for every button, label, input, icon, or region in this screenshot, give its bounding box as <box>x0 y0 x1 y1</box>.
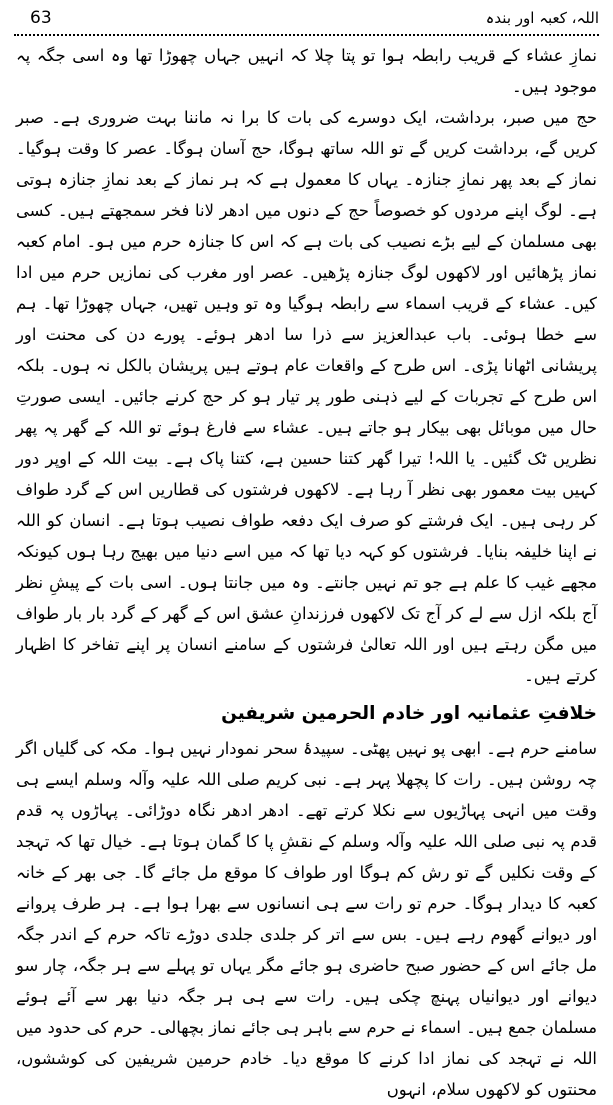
page-header <box>14 6 599 32</box>
body-text <box>16 40 597 1099</box>
page-number: 63 <box>30 8 52 28</box>
running-title: اللہ، کعبہ اور بندہ <box>485 9 599 27</box>
paragraph: حج میں صبر، برداشت، ایک دوسرے کی بات کا برا نہ ماننا بہت ضروری ہے۔ صبر کریں گے، برداشت کریں گے تو اللہ ساتھ ہوگا، حج آسان ہوگا۔ عصر کا وقت ہوگیا۔ نماز کے بعد پھر نمازِ جنازہ۔ یہاں کا معمول ہے کہ ہر نماز کے بعد نمازِ جنازہ ہوتی ہے۔ لوگ اپنے مردوں کو خصوصاً حج کے دنوں میں ادھر لانا فخر سمجھتے ہیں۔ کسی بھی مسلمان کے لیے بڑے نصیب کی بات ہے کہ اس کا جنازہ حرم میں ہو۔ امام کعبہ نماز پڑھائیں اور لاکھوں لوگ جنازہ پڑھیں۔ عصر اور مغرب کی نمازیں حرم میں ادا کیں۔ عشاء کے قریب اسماء سے رابطہ ہوگیا وہ تو وہیں تھیں، جہاں چھوڑا تھا۔ ہم سے خطا ہوئی۔ باب عبدالعزیز سے ذرا سا ادھر ہوئے۔ پورے دن کی محنت اور پریشانی اٹھانا پڑی۔ اس طرح کے واقعات عام ہوتے ہیں پریشان بالکل نہ ہوں۔ بلکہ اس طرح کے تجربات کے لیے ذہنی طور پر تیار ہو کر حج کرنے جائیں۔ ایسی صورتِ حال میں موبائل بھی بیکار ہو جاتے ہیں۔ عشاء سے فارغ ہوئے تو اللہ کے گھر پہ پھر نظریں ٹک گئیں۔ یا اللہ! تیرا گھر کتنا حسین ہے، کتنا پاک ہے۔ بیت اللہ کے اوپر دور کہیں بیت معمور بھی نظر آ رہا ہے۔ لاکھوں فرشتوں کی قطاریں اس کے گرد طواف کر رہی ہیں۔ ایک فرشتے کو صرف ایک دفعہ طواف نصیب ہوتا ہے۔ انسان کو اللہ نے اپنا خلیفہ بنایا۔ فرشتوں کو کہہ دیا تھا کہ میں اسے دنیا میں بھیج رہا ہوں کیونکہ مجھے غیب کا علم ہے جو تم نہیں جانتے۔ وہ میں جانتا ہوں۔ اسی بات کے پیشِ نظر آج بلکہ ازل سے لے کر آج تک لاکھوں فرزندانِ عشق اس کے گھر کے گرد بار بار طواف میں مگن رہتے ہیں اور اللہ تعالیٰ فرشتوں کے سامنے انسان پر اپنے تفاخر کا اظہار کرتے ہیں۔ <box>16 108 597 685</box>
paragraph: سامنے حرم ہے۔ ابھی پو نہیں پھٹی۔ سپیدۂ سحر نمودار نہیں ہوا۔ مکہ کی گلیاں اگر چہ روشن ہیں۔ رات کا پچھلا پہر ہے۔ نبی کریم صلی اللہ علیہ وآلہ وسلم ایسے ہی وقت میں انہی پہاڑیوں سے نکلا کرتے تھے۔ ادھر ادھر نگاہ دوڑائی۔ پہاڑوں پہ قدم قدم پہ نبی صلی اللہ علیہ وآلہ وسلم کے نقشِ پا کا گمان ہوتا ہے۔ خیال تھا کہ تہجد کے وقت نکلیں گے تو رش کم ہوگا اور طواف کا موقع مل جائے گا۔ جی بھر کے خانہ کعبہ کا دیدار ہوگا۔ حرم تو رات سے ہی انسانوں سے بھرا ہوا ہے۔ ہر طرف پروانے اور دیوانے گھوم رہے ہیں۔ بس سے اتر کر جلدی جلدی دوڑے تاکہ حرم کے اندر جگہ مل جائے اس کے حضور صبح حاضری ہو جائے مگر یہاں تو پہلے سے ہر جگہ، چار سو دیوانے اور دیوانیاں پہنچ چکی ہیں۔ رات سے ہی ہر جگہ دنیا بھر سے آئے ہوئے مسلمان جمع ہیں۔ اسماء نے حرم سے باہر ہی جائے نماز بچھالی۔ حرم کی حدود میں اللہ نے تہجد کی نماز ادا کرنے کا موقع دیا۔ خادم حرمین شریفین کی کوششوں، محنتوں کو لاکھوں سلام، انہوں <box>16 739 597 1099</box>
section-heading: خلافتِ عثمانیہ اور خادم الحرمین شریفین <box>221 703 597 724</box>
paragraph: نمازِ عشاء کے قریب رابطہ ہوا تو پتا چلا کہ انہیں جہاں چھوڑا تھا وہ اسی جگہ پہ موجود ہیں۔ <box>16 46 597 96</box>
header-divider <box>14 34 599 36</box>
